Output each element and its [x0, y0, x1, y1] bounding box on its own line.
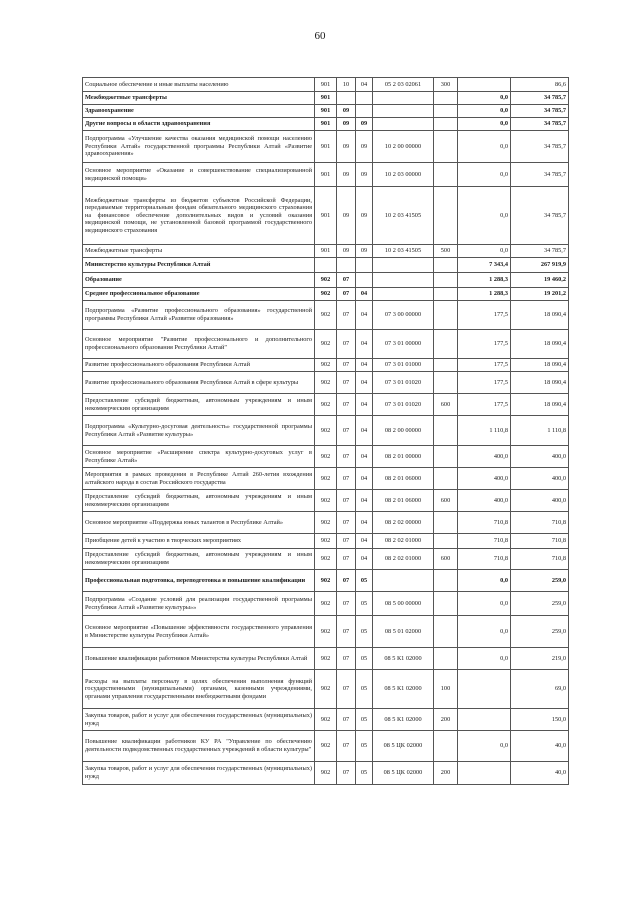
row-amount-2-cell: 18 090,4: [511, 372, 569, 394]
table-row: [83, 288, 569, 301]
table-row: [83, 301, 569, 330]
row-subsection-cell: 09: [356, 187, 373, 245]
row-expense-type-cell: [434, 534, 458, 549]
row-target-article-cell: 08 2 02 01000: [373, 534, 434, 549]
row-target-article-cell: 08 2 00 00000: [373, 416, 434, 446]
row-section-cell: 09: [337, 245, 356, 258]
row-amount-2-cell: 1 110,8: [511, 416, 569, 446]
row-admin-code-cell: 901: [315, 187, 337, 245]
row-amount-2-cell: 34 785,7: [511, 118, 569, 131]
row-subsection-cell: 04: [356, 446, 373, 468]
row-expense-type-cell: [434, 105, 458, 118]
table-row: [83, 592, 569, 616]
row-section-cell: 07: [337, 512, 356, 534]
row-target-article-cell: 08 2 01 06000: [373, 468, 434, 490]
row-expense-type-cell: [434, 592, 458, 616]
row-target-article-cell: 08 5 00 00000: [373, 592, 434, 616]
row-name-cell: Межбюджетные трансферты: [83, 92, 315, 105]
row-name-cell: Межбюджетные трансферты из бюджетов субъектов Российской Федерации, передаваемые территориальным фондам обязательного медицинского страхования на финансовое обеспечение дополнительных видов и условий оказания медицинской помощи, не установленной базовой программой государственного медицинского страхования: [83, 187, 315, 245]
row-name-cell: Развитие профессионального образования Республики Алтай в сфере культуры: [83, 372, 315, 394]
row-target-article-cell: 07 3 01 01020: [373, 394, 434, 416]
row-amount-1-cell: 177,5: [458, 330, 511, 359]
row-subsection-cell: [356, 273, 373, 288]
row-target-article-cell: 08 2 01 06000: [373, 490, 434, 512]
row-section-cell: 07: [337, 330, 356, 359]
row-section-cell: 09: [337, 163, 356, 187]
row-name-cell: Подпрограмма «Создание условий для реализации государственной программы Республики Алтай «Развитие культуры»»: [83, 592, 315, 616]
row-target-article-cell: 08 2 02 00000: [373, 512, 434, 534]
row-admin-code-cell: 901: [315, 92, 337, 105]
table-row: [83, 105, 569, 118]
row-name-cell: Подпрограмма «Культурно-досуговая деятельность» государственной программы Республики Алтай «Развитие культуры»: [83, 416, 315, 446]
table-row: [83, 258, 569, 273]
row-amount-1-cell: 0,0: [458, 105, 511, 118]
row-expense-type-cell: [434, 570, 458, 592]
row-subsection-cell: 05: [356, 709, 373, 731]
row-expense-type-cell: 200: [434, 709, 458, 731]
row-amount-2-cell: 710,8: [511, 534, 569, 549]
row-amount-1-cell: 7 343,4: [458, 258, 511, 273]
row-amount-1-cell: [458, 709, 511, 731]
row-section-cell: 07: [337, 549, 356, 570]
row-amount-1-cell: 710,8: [458, 549, 511, 570]
row-expense-type-cell: [434, 301, 458, 330]
row-admin-code-cell: 902: [315, 592, 337, 616]
row-name-cell: Основное мероприятие «Оказание и совершенствование специализированной медицинской помощи»: [83, 163, 315, 187]
row-amount-1-cell: 177,5: [458, 394, 511, 416]
row-section-cell: 07: [337, 592, 356, 616]
table-row: [83, 118, 569, 131]
row-subsection-cell: 09: [356, 118, 373, 131]
table-row: [83, 616, 569, 648]
row-amount-1-cell: 1 110,8: [458, 416, 511, 446]
row-expense-type-cell: [434, 92, 458, 105]
row-section-cell: 09: [337, 187, 356, 245]
row-name-cell: Закупка товаров, работ и услуг для обеспечения государственных (муниципальных) нужд: [83, 709, 315, 731]
row-amount-2-cell: 18 090,4: [511, 359, 569, 372]
row-admin-code-cell: 902: [315, 468, 337, 490]
row-target-article-cell: [373, 118, 434, 131]
row-target-article-cell: 07 3 01 01000: [373, 359, 434, 372]
table-row: [83, 330, 569, 359]
table-row: [83, 359, 569, 372]
row-subsection-cell: 05: [356, 762, 373, 785]
row-expense-type-cell: [434, 273, 458, 288]
row-admin-code-cell: 902: [315, 490, 337, 512]
row-expense-type-cell: [434, 616, 458, 648]
row-section-cell: [337, 92, 356, 105]
row-target-article-cell: 08 2 02 01000: [373, 549, 434, 570]
table-row: [83, 446, 569, 468]
table-body: [83, 78, 569, 785]
row-amount-2-cell: 86,6: [511, 78, 569, 92]
row-subsection-cell: 04: [356, 330, 373, 359]
row-amount-1-cell: 0,0: [458, 163, 511, 187]
row-amount-1-cell: 710,8: [458, 512, 511, 534]
table-row: [83, 92, 569, 105]
row-amount-1-cell: 0,0: [458, 92, 511, 105]
row-amount-2-cell: 400,0: [511, 446, 569, 468]
row-target-article-cell: 08 5 К1 02000: [373, 648, 434, 670]
row-section-cell: 10: [337, 78, 356, 92]
row-expense-type-cell: [434, 372, 458, 394]
row-subsection-cell: 09: [356, 163, 373, 187]
row-subsection-cell: 05: [356, 616, 373, 648]
row-admin-code-cell: 902: [315, 273, 337, 288]
row-admin-code-cell: 902: [315, 394, 337, 416]
page-number: 60: [314, 30, 326, 42]
row-section-cell: 07: [337, 273, 356, 288]
row-expense-type-cell: 500: [434, 245, 458, 258]
row-section-cell: [337, 258, 356, 273]
row-section-cell: 07: [337, 359, 356, 372]
row-amount-1-cell: 0,0: [458, 570, 511, 592]
row-amount-2-cell: 40,0: [511, 731, 569, 762]
row-admin-code-cell: 902: [315, 359, 337, 372]
row-subsection-cell: 04: [356, 394, 373, 416]
row-section-cell: 09: [337, 105, 356, 118]
row-expense-type-cell: 600: [434, 549, 458, 570]
row-expense-type-cell: [434, 416, 458, 446]
table-row: [83, 78, 569, 92]
row-target-article-cell: [373, 273, 434, 288]
row-section-cell: 07: [337, 468, 356, 490]
row-amount-1-cell: 400,0: [458, 490, 511, 512]
row-amount-2-cell: 34 785,7: [511, 105, 569, 118]
row-amount-2-cell: 219,0: [511, 648, 569, 670]
row-section-cell: 07: [337, 616, 356, 648]
row-name-cell: Министерство культуры Республики Алтай: [83, 258, 315, 273]
row-section-cell: 09: [337, 118, 356, 131]
row-subsection-cell: 05: [356, 570, 373, 592]
row-amount-2-cell: 19 460,2: [511, 273, 569, 288]
row-target-article-cell: 07 3 00 00000: [373, 301, 434, 330]
row-name-cell: Приобщение детей к участию в творческих мероприятиях: [83, 534, 315, 549]
row-amount-2-cell: 34 785,7: [511, 131, 569, 163]
row-amount-1-cell: 0,0: [458, 187, 511, 245]
row-name-cell: Среднее профессиональное образование: [83, 288, 315, 301]
table-row: [83, 394, 569, 416]
row-admin-code-cell: 902: [315, 549, 337, 570]
row-amount-1-cell: [458, 670, 511, 709]
row-expense-type-cell: [434, 468, 458, 490]
row-amount-1-cell: 0,0: [458, 731, 511, 762]
table-row: [83, 570, 569, 592]
table-row: [83, 468, 569, 490]
row-amount-2-cell: 259,0: [511, 592, 569, 616]
row-amount-1-cell: 0,0: [458, 616, 511, 648]
row-subsection-cell: 04: [356, 534, 373, 549]
row-name-cell: Другие вопросы в области здравоохранения: [83, 118, 315, 131]
row-target-article-cell: 05 2 03 02061: [373, 78, 434, 92]
table-row: [83, 416, 569, 446]
row-admin-code-cell: [315, 258, 337, 273]
table-row: [83, 648, 569, 670]
row-admin-code-cell: 902: [315, 301, 337, 330]
row-admin-code-cell: 902: [315, 648, 337, 670]
row-expense-type-cell: [434, 131, 458, 163]
row-expense-type-cell: [434, 187, 458, 245]
row-admin-code-cell: 902: [315, 288, 337, 301]
row-subsection-cell: 04: [356, 359, 373, 372]
row-amount-1-cell: 0,0: [458, 131, 511, 163]
row-subsection-cell: 09: [356, 131, 373, 163]
row-subsection-cell: 04: [356, 78, 373, 92]
row-expense-type-cell: 600: [434, 394, 458, 416]
row-section-cell: 07: [337, 394, 356, 416]
row-amount-1-cell: 0,0: [458, 245, 511, 258]
row-admin-code-cell: 902: [315, 512, 337, 534]
budget-table: [82, 77, 569, 785]
row-section-cell: 07: [337, 446, 356, 468]
row-name-cell: Предоставление субсидий бюджетным, автономным учреждениям и иным некоммерческим организациям: [83, 549, 315, 570]
row-amount-1-cell: 400,0: [458, 468, 511, 490]
row-name-cell: Предоставление субсидий бюджетным, автономным учреждениям и иным некоммерческим организациям: [83, 394, 315, 416]
row-target-article-cell: [373, 92, 434, 105]
row-amount-1-cell: 400,0: [458, 446, 511, 468]
row-target-article-cell: 07 3 01 00000: [373, 330, 434, 359]
row-name-cell: Мероприятия в рамках проведения в Республике Алтай 260-летия вхождения алтайского народа в состав Российского государства: [83, 468, 315, 490]
row-name-cell: Расходы на выплаты персоналу в целях обеспечения выполнения функций государственными (муниципальными) органами, казенными учреждениями, органами управления государственными внебюджетными фондами: [83, 670, 315, 709]
row-admin-code-cell: 902: [315, 670, 337, 709]
row-subsection-cell: 05: [356, 592, 373, 616]
row-section-cell: 07: [337, 372, 356, 394]
row-amount-2-cell: 18 090,4: [511, 394, 569, 416]
row-admin-code-cell: 902: [315, 372, 337, 394]
row-amount-2-cell: 40,0: [511, 762, 569, 785]
row-expense-type-cell: 300: [434, 78, 458, 92]
row-name-cell: Закупка товаров, работ и услуг для обеспечения государственных (муниципальных) нужд: [83, 762, 315, 785]
row-section-cell: 07: [337, 731, 356, 762]
row-subsection-cell: [356, 92, 373, 105]
table-row: [83, 187, 569, 245]
row-amount-2-cell: 710,8: [511, 549, 569, 570]
row-subsection-cell: 04: [356, 416, 373, 446]
row-amount-1-cell: 0,0: [458, 592, 511, 616]
row-expense-type-cell: [434, 118, 458, 131]
row-expense-type-cell: [434, 512, 458, 534]
row-amount-2-cell: 34 785,7: [511, 92, 569, 105]
row-name-cell: Межбюджетные трансферты: [83, 245, 315, 258]
row-amount-1-cell: 1 288,3: [458, 288, 511, 301]
row-amount-2-cell: 150,0: [511, 709, 569, 731]
row-expense-type-cell: [434, 288, 458, 301]
row-subsection-cell: 09: [356, 245, 373, 258]
table-row: [83, 372, 569, 394]
row-name-cell: Повышение квалификации работников КУ РА "Управление по обеспечению деятельности подведомственных государственных учреждений в области культуры": [83, 731, 315, 762]
row-name-cell: Повышение квалификации работников Министерства культуры Республики Алтай: [83, 648, 315, 670]
row-admin-code-cell: 901: [315, 118, 337, 131]
row-name-cell: Образование: [83, 273, 315, 288]
row-target-article-cell: 10 2 03 41505: [373, 245, 434, 258]
row-target-article-cell: 10 2 00 00000: [373, 131, 434, 163]
row-subsection-cell: 04: [356, 490, 373, 512]
row-admin-code-cell: 901: [315, 78, 337, 92]
row-name-cell: Основное мероприятие "Развитие профессионального и дополнительного профессионального образования Республики Алтай": [83, 330, 315, 359]
table-row: [83, 762, 569, 785]
row-section-cell: 07: [337, 762, 356, 785]
row-expense-type-cell: [434, 258, 458, 273]
table-row: [83, 163, 569, 187]
row-admin-code-cell: 901: [315, 245, 337, 258]
table-row: [83, 490, 569, 512]
row-amount-2-cell: 34 785,7: [511, 163, 569, 187]
row-admin-code-cell: 902: [315, 416, 337, 446]
row-expense-type-cell: 200: [434, 762, 458, 785]
row-subsection-cell: 04: [356, 301, 373, 330]
row-amount-2-cell: 18 090,4: [511, 330, 569, 359]
row-subsection-cell: 04: [356, 288, 373, 301]
row-amount-2-cell: 259,0: [511, 616, 569, 648]
row-section-cell: 07: [337, 709, 356, 731]
row-subsection-cell: [356, 258, 373, 273]
row-name-cell: Здравоохранение: [83, 105, 315, 118]
row-admin-code-cell: 902: [315, 709, 337, 731]
row-amount-2-cell: 400,0: [511, 490, 569, 512]
row-expense-type-cell: [434, 330, 458, 359]
row-subsection-cell: 05: [356, 670, 373, 709]
table-row: [83, 709, 569, 731]
row-section-cell: 07: [337, 570, 356, 592]
row-amount-2-cell: 267 919,9: [511, 258, 569, 273]
table-row: [83, 512, 569, 534]
row-subsection-cell: 04: [356, 549, 373, 570]
table-row: [83, 731, 569, 762]
row-name-cell: Основное мероприятие «Расширение спектра культурно-досуговых услуг в Республике Алтай»: [83, 446, 315, 468]
row-target-article-cell: 07 3 01 01020: [373, 372, 434, 394]
row-section-cell: 07: [337, 288, 356, 301]
row-expense-type-cell: 100: [434, 670, 458, 709]
row-expense-type-cell: 600: [434, 490, 458, 512]
row-section-cell: 07: [337, 648, 356, 670]
row-amount-2-cell: 34 785,7: [511, 187, 569, 245]
row-expense-type-cell: [434, 163, 458, 187]
row-target-article-cell: 10 2 03 00000: [373, 163, 434, 187]
row-subsection-cell: 05: [356, 648, 373, 670]
row-amount-2-cell: 259,0: [511, 570, 569, 592]
row-expense-type-cell: [434, 648, 458, 670]
row-target-article-cell: 08 2 01 00000: [373, 446, 434, 468]
row-target-article-cell: [373, 570, 434, 592]
row-subsection-cell: 04: [356, 512, 373, 534]
row-amount-2-cell: 400,0: [511, 468, 569, 490]
row-admin-code-cell: 901: [315, 163, 337, 187]
row-subsection-cell: [356, 105, 373, 118]
row-amount-1-cell: 1 288,3: [458, 273, 511, 288]
row-target-article-cell: [373, 258, 434, 273]
row-subsection-cell: 04: [356, 468, 373, 490]
row-amount-1-cell: 177,5: [458, 359, 511, 372]
row-amount-1-cell: 177,5: [458, 301, 511, 330]
table-row: [83, 549, 569, 570]
row-amount-1-cell: 0,0: [458, 118, 511, 131]
row-target-article-cell: 10 2 03 41505: [373, 187, 434, 245]
row-admin-code-cell: 902: [315, 731, 337, 762]
row-amount-2-cell: 710,8: [511, 512, 569, 534]
row-admin-code-cell: 902: [315, 762, 337, 785]
row-section-cell: 07: [337, 670, 356, 709]
row-target-article-cell: [373, 288, 434, 301]
row-admin-code-cell: 902: [315, 570, 337, 592]
row-admin-code-cell: 902: [315, 446, 337, 468]
row-target-article-cell: 08 5 01 02000: [373, 616, 434, 648]
row-amount-1-cell: [458, 762, 511, 785]
row-target-article-cell: [373, 105, 434, 118]
row-expense-type-cell: [434, 446, 458, 468]
row-amount-1-cell: [458, 78, 511, 92]
row-expense-type-cell: [434, 359, 458, 372]
row-admin-code-cell: 902: [315, 616, 337, 648]
table-row: [83, 245, 569, 258]
row-name-cell: Социальное обеспечение и иные выплаты населению: [83, 78, 315, 92]
row-name-cell: Развитие профессионального образования Республики Алтай: [83, 359, 315, 372]
table-row: [83, 273, 569, 288]
row-amount-2-cell: 69,0: [511, 670, 569, 709]
row-amount-1-cell: 0,0: [458, 648, 511, 670]
row-amount-2-cell: 19 201,2: [511, 288, 569, 301]
row-name-cell: Предоставление субсидий бюджетным, автономным учреждениям и иным некоммерческим организациям: [83, 490, 315, 512]
table-row: [83, 131, 569, 163]
row-target-article-cell: 08 5 К1 02000: [373, 709, 434, 731]
row-name-cell: Профессиональная подготовка, переподготовка и повышение квалификации: [83, 570, 315, 592]
row-subsection-cell: 05: [356, 731, 373, 762]
row-amount-1-cell: 177,5: [458, 372, 511, 394]
row-section-cell: 07: [337, 301, 356, 330]
row-expense-type-cell: [434, 731, 458, 762]
row-section-cell: 07: [337, 490, 356, 512]
row-target-article-cell: 08 5 К1 02000: [373, 670, 434, 709]
row-target-article-cell: 08 5 ЦК 02000: [373, 762, 434, 785]
row-admin-code-cell: 902: [315, 330, 337, 359]
row-name-cell: Подпрограмма «Развитие профессионального образования» государственной программы Республики Алтай «Развитие образования»: [83, 301, 315, 330]
table-row: [83, 534, 569, 549]
row-subsection-cell: 04: [356, 372, 373, 394]
row-admin-code-cell: 901: [315, 105, 337, 118]
row-section-cell: 07: [337, 416, 356, 446]
row-name-cell: Подпрограмма «Улучшение качества оказания медицинской помощи населению Республики Алтай» государственной программы Республики Алтай «Развитие здравоохранения»: [83, 131, 315, 163]
row-name-cell: Основное мероприятие «Поддержка юных талантов в Республике Алтай»: [83, 512, 315, 534]
row-section-cell: 09: [337, 131, 356, 163]
row-amount-2-cell: 34 785,7: [511, 245, 569, 258]
row-amount-1-cell: 710,8: [458, 534, 511, 549]
row-name-cell: Основное мероприятие «Повышение эффективности государственного управления в Министерстве культуры Республики Алтай»: [83, 616, 315, 648]
table-row: [83, 670, 569, 709]
row-amount-2-cell: 18 090,4: [511, 301, 569, 330]
row-section-cell: 07: [337, 534, 356, 549]
row-admin-code-cell: 902: [315, 534, 337, 549]
row-admin-code-cell: 901: [315, 131, 337, 163]
row-target-article-cell: 08 5 ЦК 02000: [373, 731, 434, 762]
